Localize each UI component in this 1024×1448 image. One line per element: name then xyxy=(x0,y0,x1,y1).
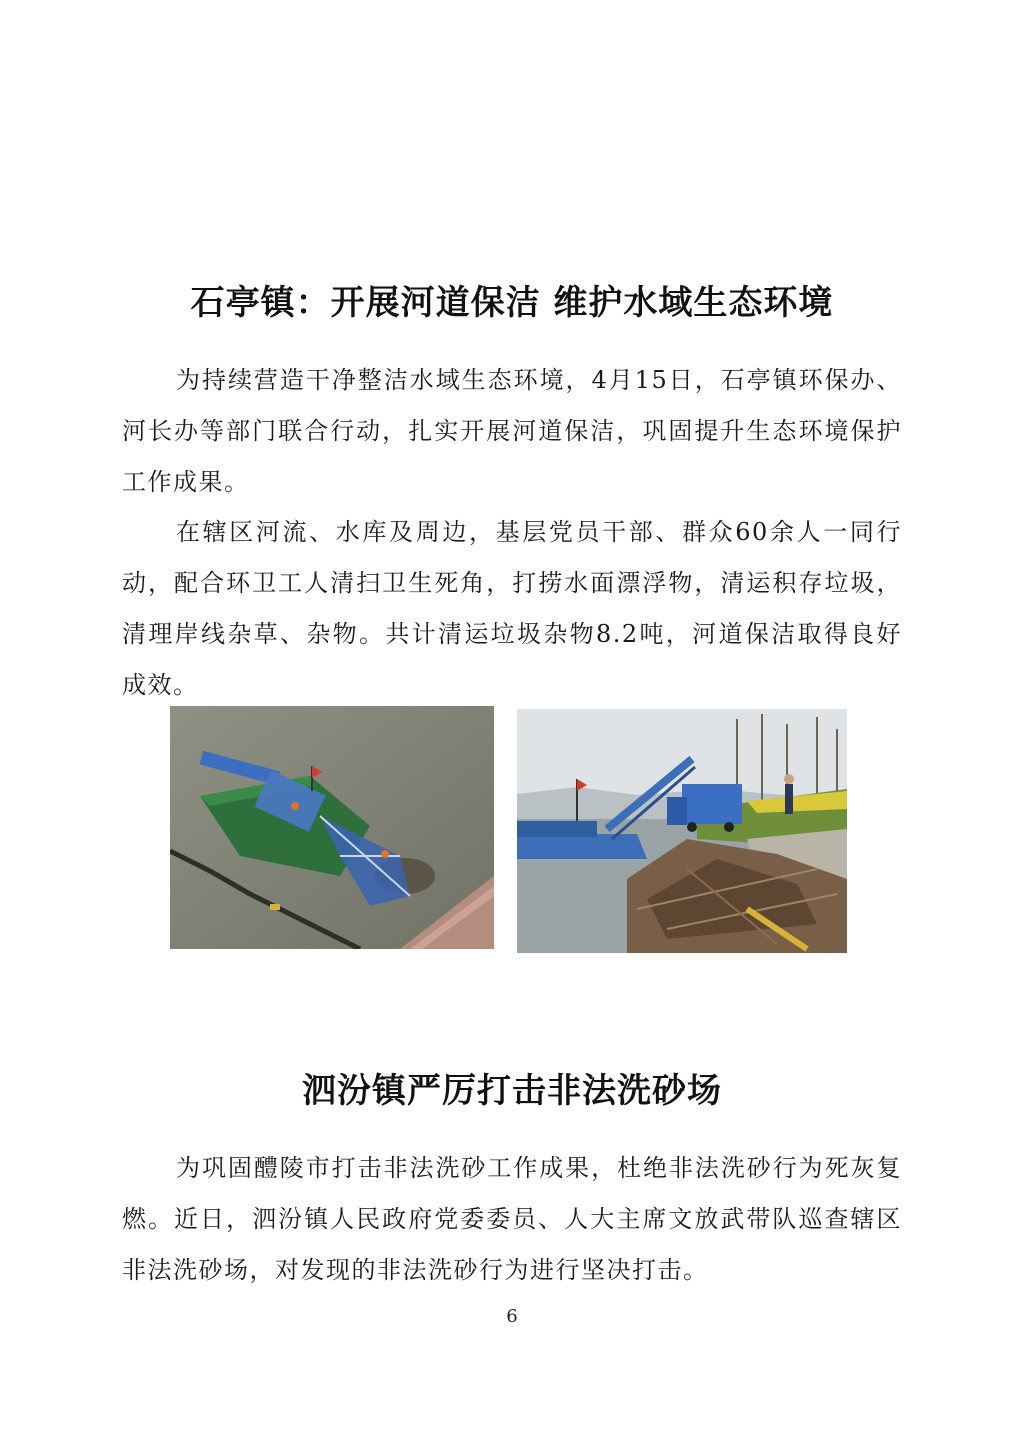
river-cleaning-boat-photo xyxy=(170,706,494,949)
debris-collection-photo xyxy=(517,709,847,953)
article-paragraph: 在辖区河流、水库及周边，基层党员干部、群众60余人一同行动，配合环卫工人清扫卫生死角，打捞水面漂浮物，清运积存垃圾，清理岸线杂草、杂物。共计清运垃圾杂物8.2吨，河道保洁取得良好成效。 xyxy=(122,518,902,699)
page-number: 6 xyxy=(506,1306,518,1327)
article-title: 石亭镇：开展河道保洁 维护水域生态环境 xyxy=(190,282,834,323)
article-paragraph: 为持续营造干净整洁水域生态环境，4月15日，石亭镇环保办、河长办等部门联合行动，扎实开展河道保洁，巩固提升生态环境保护工作成果。 xyxy=(122,366,902,496)
article-title: 泗汾镇严厉打击非法洗砂场 xyxy=(302,1070,722,1111)
article-paragraph: 为巩固醴陵市打击非法洗砂工作成果，杜绝非法洗砂行为死灰复燃。近日，泗汾镇人民政府党委委员、人大主席文放武带队巡查辖区非法洗砂场，对发现的非法洗砂行为进行坚决打击。 xyxy=(122,1154,902,1284)
